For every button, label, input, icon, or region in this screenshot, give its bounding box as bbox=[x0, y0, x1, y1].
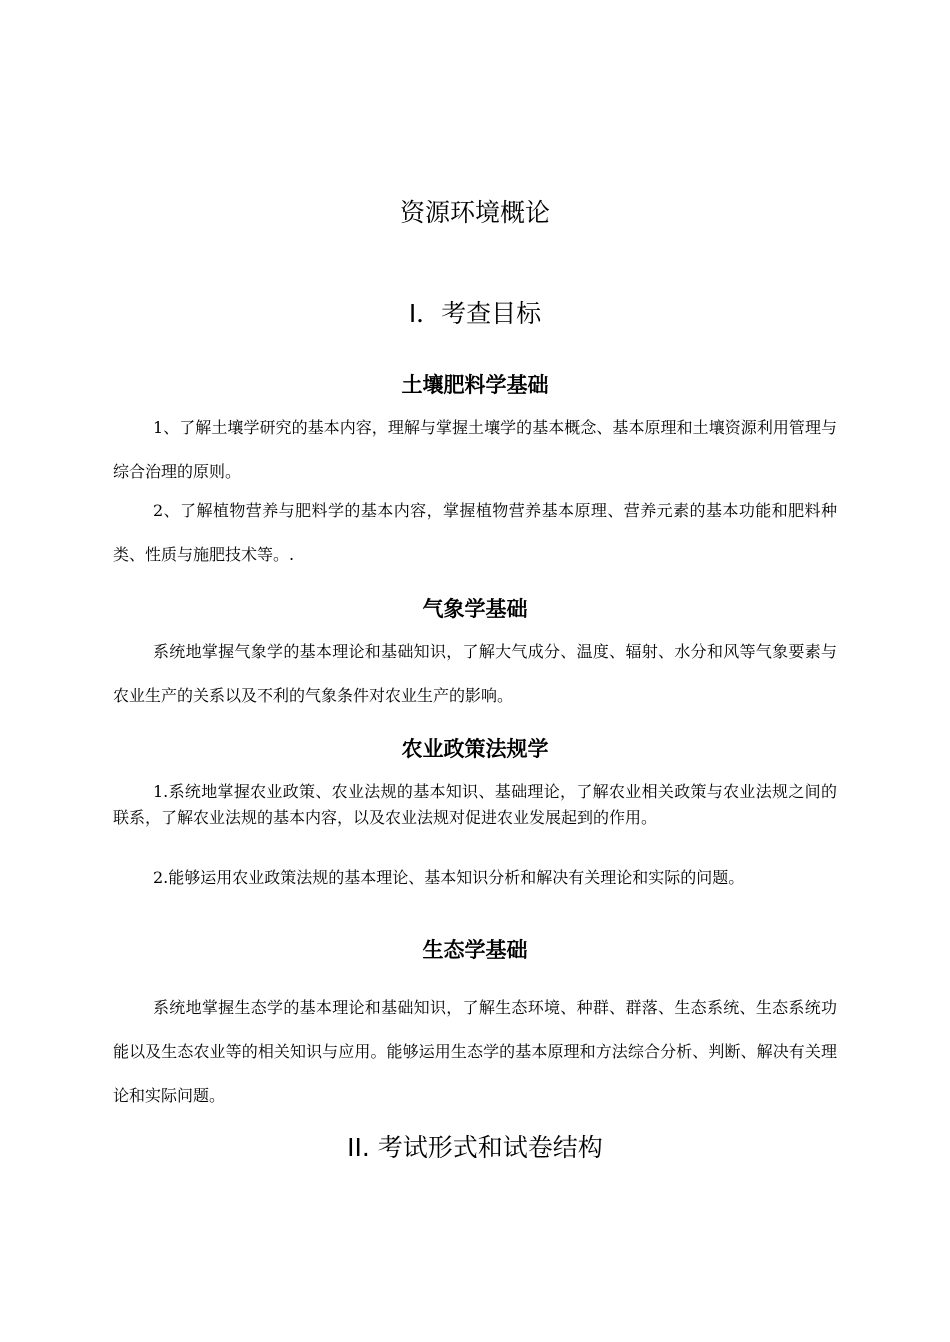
paragraph-meteorology-1: 系统地掌握气象学的基本理论和基础知识，了解大气成分、温度、辐射、水分和风等气象要素与农业生产的关系以及不利的气象条件对农业生产的影响。 bbox=[113, 642, 837, 705]
paragraph-policy-2: 2.能够运用农业政策法规的基本理论、基本知识分析和解决有关理论和实际的问题。 bbox=[153, 868, 745, 887]
section-heading-ecology: 生态学基础 bbox=[422, 937, 528, 962]
part-1-heading: Ⅰ．考查目标 bbox=[408, 299, 542, 328]
paragraph-soil-1: 1、了解土壤学研究的基本内容，理解与掌握土壤学的基本概念、基本原理和土壤资源利用管理与综合治理的原则。 bbox=[113, 418, 837, 481]
part-2-heading: II. 考试形式和试卷结构 bbox=[347, 1133, 603, 1162]
paragraph-policy-1: 1.系统地掌握农业政策、农业法规的基本知识、基础理论，了解农业相关政策与农业法规之间的联系，了解农业法规的基本内容，以及农业法规对促进农业发展起到的作用。 bbox=[113, 782, 837, 827]
document-title: 资源环境概论 bbox=[399, 198, 550, 227]
section-heading-meteorology: 气象学基础 bbox=[422, 596, 528, 621]
paragraph-ecology-1: 系统地掌握生态学的基本理论和基础知识，了解生态环境、种群、群落、生态系统、生态系统功能以及生态农业等的相关知识与应用。能够运用生态学的基本原理和方法综合分析、判断、解决有关理论和实际问题。 bbox=[113, 998, 837, 1105]
section-heading-policy: 农业政策法规学 bbox=[401, 736, 549, 761]
paragraph-soil-2: 2、了解植物营养与肥料学的基本内容，掌握植物营养基本原理、营养元素的基本功能和肥料种类、性质与施肥技术等。. bbox=[113, 501, 837, 564]
section-heading-soil: 土壤肥料学基础 bbox=[401, 372, 549, 397]
